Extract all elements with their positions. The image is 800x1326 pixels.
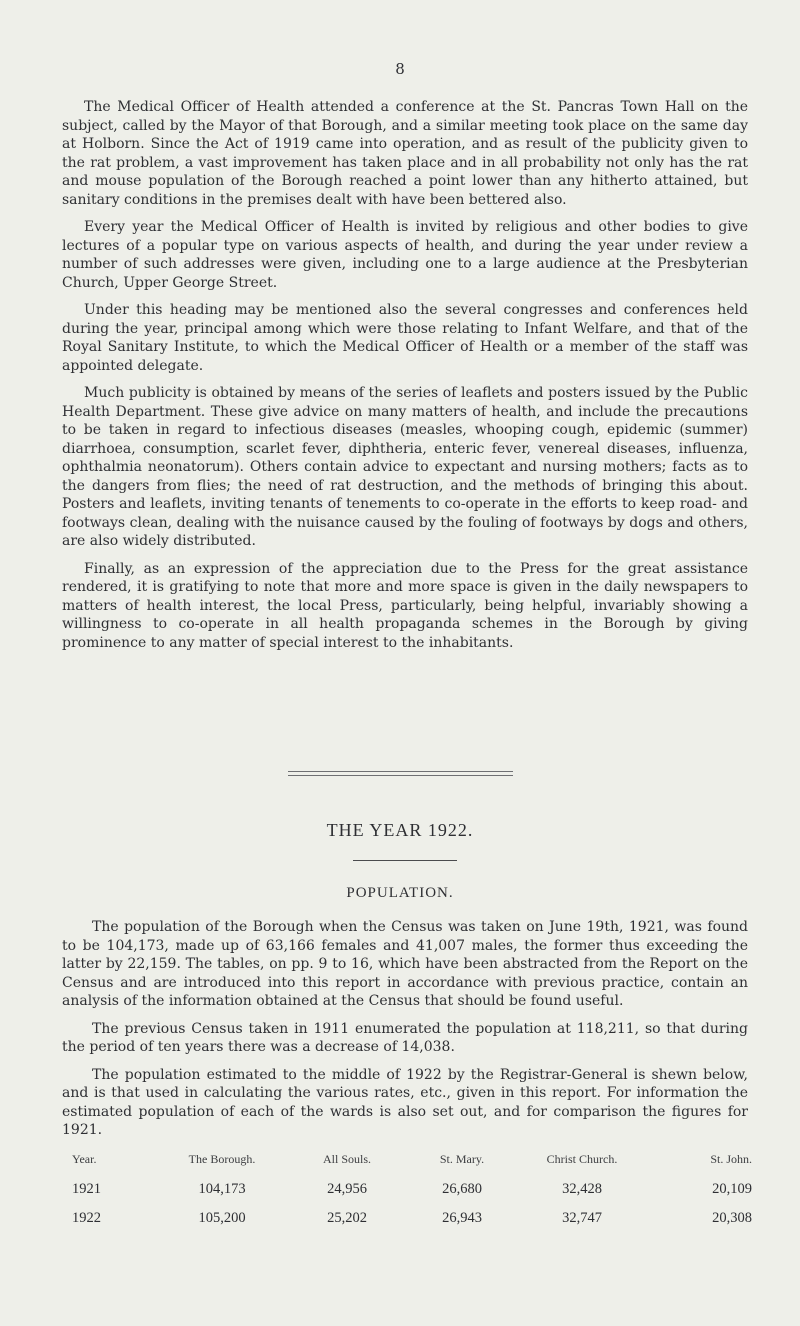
- cell-borough: 104,173: [198, 1181, 246, 1197]
- cell-christ-church: 32,747: [562, 1210, 602, 1226]
- table-header-row: [72, 1152, 752, 1177]
- paragraph-census-1921: The population of the Borough when the Census was taken on June 19th, 1921, was found to be 104,173, made up of 63,166 females and 41,007 males, the former thus exceeding the latter by 22,159. The tables, on pp. 9 to 16, which have been abstracted from the Report on the Census and are introduced into this report in accordance with previous practice, contain an analysis of the information obtained at the Census that should be found useful.: [62, 919, 748, 1009]
- paragraph-rat-problem: The Medical Officer of Health attended a conference at the St. Pancras Town Hall on the subject, called by the Mayor of that Borough, and a similar meeting took place on the same day at Holborn. Since the Act of 1919 came into operation, and as result of the publicity given to the rat problem, a vast improvement has taken place and in all probability not only has the rat and mouse population of the Borough reached a point lower than any hitherto attained, but sanitary conditions in the premises dealt with have been bettered also.: [62, 99, 748, 208]
- table-row: [72, 1206, 752, 1235]
- cell-christ-church: 32,428: [562, 1181, 602, 1197]
- paragraph-census-1911: The previous Census taken in 1911 enumerated the population at 118,211, so that during the period of ten years there was a decrease of 14,038.: [62, 1020, 748, 1055]
- header-christ-church: Christ Church.: [546, 1152, 618, 1166]
- paragraph-publicity: Much publicity is obtained by means of the series of leaflets and posters issued by the Public Health Department. These give advice on many matters of health, and include the precautions to be taken in regard to infectious diseases (measles, whooping cough, epidemic (summer) diarrhoea, consumption, scarlet fever, diphtheria, enteric fever, venereal diseases, influenza, ophthalmia neonatorum). Others contain advice to expectant and nursing mothers; facts as to the dangers from flies; the need of rat destruction, and the methods of bringing this about. Posters and leaflets, inviting tenants of tenements to co-operate in the efforts to keep road- and footways clean, dealing with the nuisance caused by the fouling of footways by dogs and others, are also widely distributed.: [62, 385, 748, 549]
- population-text: [62, 918, 748, 1149]
- population-table: [72, 1152, 752, 1235]
- cell-borough: 105,200: [198, 1210, 246, 1226]
- cell-st-john: 20,109: [712, 1181, 752, 1197]
- section-divider: [288, 771, 513, 776]
- cell-year: 1922: [72, 1210, 101, 1226]
- table-row: [72, 1177, 752, 1206]
- cell-st-john: 20,308: [712, 1210, 752, 1226]
- paragraph-lectures: Every year the Medical Officer of Health is invited by religious and other bodies to give lectures of a popular type on various aspects of health, and during the year under review a number of such addresses were given, including one to a large audience at the Presbyterian Church, Upper George Street.: [62, 219, 748, 291]
- section-title: THE YEAR 1922.: [326, 820, 474, 840]
- cell-all-souls: 24,956: [327, 1181, 367, 1197]
- header-year: Year.: [72, 1152, 97, 1166]
- cell-st-mary: 26,943: [442, 1210, 482, 1226]
- title-underline: [353, 860, 457, 861]
- cell-all-souls: 25,202: [327, 1210, 367, 1226]
- paragraph-congresses: Under this heading may be mentioned also the several congresses and conferences held during the year, principal among which were those relating to Infant Welfare, and that of the Royal Sanitary Institute, to which the Medical Officer of Health or a member of the staff was appointed delegate.: [62, 302, 748, 374]
- cell-st-mary: 26,680: [442, 1181, 482, 1197]
- subsection-title: POPULATION.: [346, 885, 454, 901]
- header-all-souls: All Souls.: [322, 1152, 371, 1166]
- paragraph-estimate-1922: The population estimated to the middle of 1922 by the Registrar-General is shewn below, and is that used in calculating the various rates, etc., given in this report. For information the estimated population of each of the wards is also set out, and for comparison the figures for 1921.: [62, 1066, 748, 1138]
- page-number: 8: [395, 60, 405, 78]
- cell-year: 1921: [72, 1181, 101, 1197]
- header-borough: The Borough.: [188, 1152, 256, 1166]
- header-st-mary: St. Mary.: [439, 1152, 485, 1166]
- body-text: [62, 98, 748, 661]
- paragraph-press: Finally, as an expression of the appreciation due to the Press for the great assistance rendered, it is gratifying to note that more and more space is given in the daily newspapers to matters of health interest, the local Press, particularly, being helpful, invariably showing a willingness to co-operate in all health propaganda schemes in the Borough by giving prominence to any matter of special interest to the inhabitants.: [62, 560, 748, 651]
- header-st-john: St. John.: [710, 1152, 752, 1166]
